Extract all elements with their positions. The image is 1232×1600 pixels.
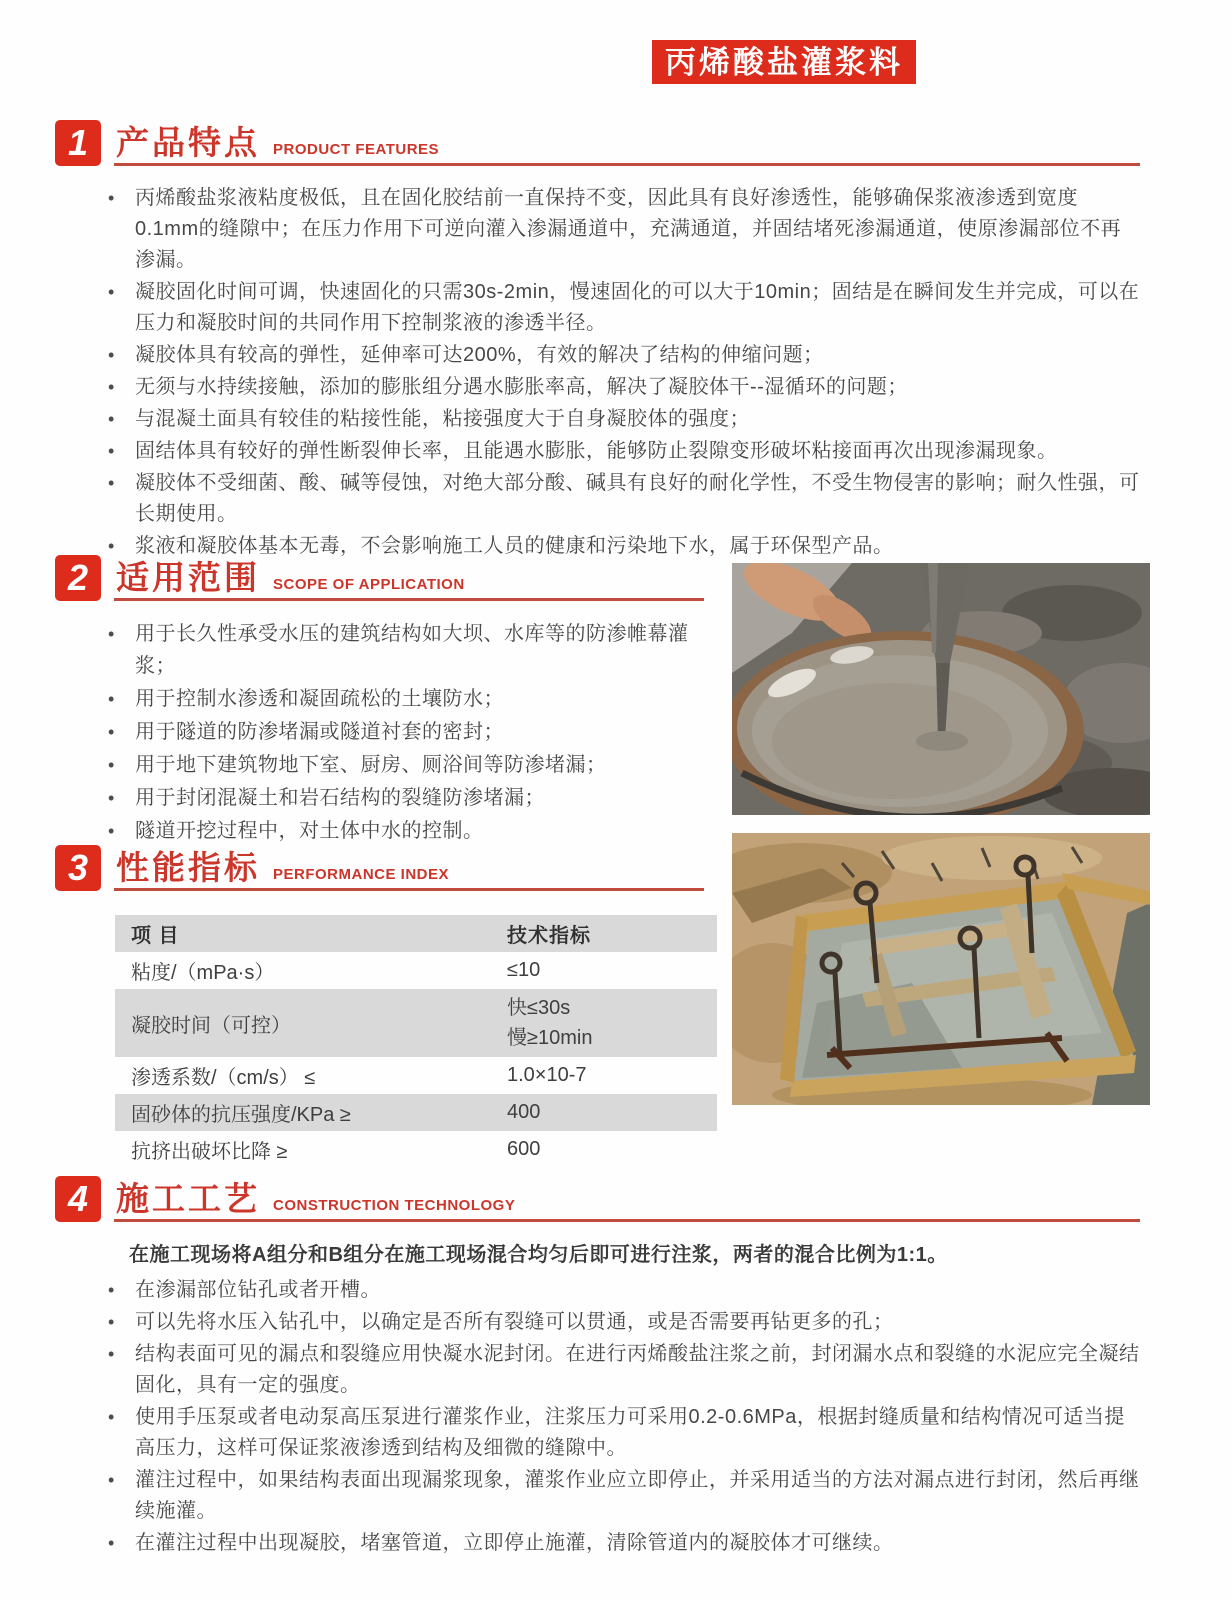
list-item: • 固结体具有较好的弹性断裂伸长率，且能遇水膨胀，能够防止裂隙变形破坏粘接面再次出现渗漏现象。 xyxy=(55,436,1140,467)
table-cell-value: 1.0×10-7 xyxy=(507,1064,587,1086)
list-item: • 灌注过程中，如果结构表面出现漏浆现象，灌浆作业应立即停止，并采用适当的方法对漏点进行封闭，然后再继续施灌。 xyxy=(55,1465,1140,1527)
table-row xyxy=(115,952,717,989)
value-line: 慢≥10min xyxy=(507,1027,593,1049)
slurry-mixing-illustration xyxy=(732,563,1150,815)
section-title-row xyxy=(114,561,704,601)
table-cell-item: 渗透系数/（cm/s） ≤ xyxy=(131,1067,316,1089)
table-row xyxy=(115,1057,717,1094)
section-product-features xyxy=(55,120,1140,563)
list-item: • 用于地下建筑物地下室、厨房、厕浴间等防渗堵漏； xyxy=(55,749,720,781)
section-title-zh: 产品特点 xyxy=(116,124,260,161)
table-cell-value: ≤10 xyxy=(507,959,541,981)
section-construction-technology xyxy=(55,1176,1140,1560)
feature-list xyxy=(55,183,1140,562)
table-cell-value: 600 xyxy=(507,1138,541,1160)
section-number-badge: 3 xyxy=(55,845,101,891)
list-item: • 与混凝土面具有较佳的粘接性能，粘接强度大于自身凝胶体的强度； xyxy=(55,404,1140,435)
list-item: • 隧道开挖过程中，对土体中水的控制。 xyxy=(55,815,720,847)
table-row xyxy=(115,989,717,1057)
table-row xyxy=(115,1094,717,1131)
section-title-zh: 施工工艺 xyxy=(116,1180,260,1217)
list-item: • 结构表面可见的漏点和裂缝应用快凝水泥封闭。在进行丙烯酸盐注浆之前，封闭漏水点和裂缝的水泥应完全凝结固化，具有一定的强度。 xyxy=(55,1339,1140,1401)
list-item: • 在灌注过程中出现凝胶，堵塞管道，立即停止施灌，清除管道内的凝胶体才可继续。 xyxy=(55,1528,1140,1559)
section-title-en: PERFORMANCE INDEX xyxy=(273,866,450,883)
table-header-value: 技术指标 xyxy=(507,925,591,947)
list-item: • 用于长久性承受水压的建筑结构如大坝、水库等的防渗帷幕灌浆； xyxy=(55,618,720,682)
section-title-row xyxy=(114,126,1140,166)
list-item: • 使用手压泵或者电动泵高压泵进行灌浆作业，注浆压力可采用0.2-0.6MPa，根据封缝质量和结构情况可适当提高压力，这样可保证浆液渗透到结构及细微的缝隙中。 xyxy=(55,1402,1140,1464)
table-header-row xyxy=(115,915,717,952)
product-title-banner: 丙烯酸盐灌浆料 xyxy=(652,40,916,84)
section-title-zh: 适用范围 xyxy=(116,559,260,596)
table-row xyxy=(115,1131,717,1168)
section-title-row xyxy=(114,851,704,891)
slurry-mixing-photo xyxy=(732,563,1150,815)
list-item: • 可以先将水压入钻孔中，以确定是否所有裂缝可以贯通，或是否需要再钻更多的孔； xyxy=(55,1307,1140,1338)
list-item: • 凝胶体具有较高的弹性，延伸率可达200%，有效的解决了结构的伸缩问题； xyxy=(55,340,1140,371)
list-item: • 无须与水持续接触，添加的膨胀组分遇水膨胀率高，解决了凝胶体干--湿循环的问题； xyxy=(55,372,1140,403)
list-item: • 浆液和凝胶体基本无毒，不会影响施工人员的健康和污染地下水，属于环保型产品。 xyxy=(55,531,1140,562)
formwork-illustration xyxy=(732,833,1150,1105)
section-header xyxy=(55,1176,1140,1222)
value-line: 快≤30s xyxy=(507,997,571,1019)
section-title-en: CONSTRUCTION TECHNOLOGY xyxy=(273,1197,516,1214)
table-cell-item: 粘度/（mPa·s） xyxy=(131,962,275,984)
section-title-row xyxy=(114,1182,1140,1222)
list-item: • 在渗漏部位钻孔或者开槽。 xyxy=(55,1275,1140,1306)
list-item: • 用于隧道的防渗堵漏或隧道衬套的密封； xyxy=(55,716,720,748)
list-item: • 凝胶体不受细菌、酸、碱等侵蚀，对绝大部分酸、碱具有良好的耐化学性，不受生物侵害的影响；耐久性强，可长期使用。 xyxy=(55,468,1140,530)
section-number-badge: 4 xyxy=(55,1176,101,1222)
table-cell-item: 固砂体的抗压强度/KPa ≥ xyxy=(131,1104,351,1126)
section-number-badge: 2 xyxy=(55,555,101,601)
table-cell-item: 凝胶时间（可控） xyxy=(131,1014,291,1037)
table-cell-value: 400 xyxy=(507,1101,541,1123)
list-item: • 凝胶固化时间可调，快速固化的只需30s-2min，慢速固化的可以大于10min；固结是在瞬间发生并完成，可以在压力和凝胶时间的共同作用下控制浆液的渗透半径。 xyxy=(55,277,1140,339)
list-item: • 用于封闭混凝土和岩石结构的裂缝防渗堵漏； xyxy=(55,782,720,814)
section-number-badge: 1 xyxy=(55,120,101,166)
performance-table xyxy=(115,915,717,1168)
mixing-ratio-intro: 在施工现场将A组分和B组分在施工现场混合均匀后即可进行注浆，两者的混合比例为1:1。 xyxy=(129,1244,948,1266)
concrete-formwork-photo xyxy=(732,833,1150,1105)
table-cell-value xyxy=(491,989,717,1057)
construction-step-list xyxy=(55,1275,1140,1559)
section-title-zh: 性能指标 xyxy=(116,849,260,886)
table-header-item: 项 目 xyxy=(131,925,180,947)
list-item: • 用于控制水渗透和凝固疏松的土壤防水； xyxy=(55,683,720,715)
table-cell-item: 抗挤出破坏比降 ≥ xyxy=(131,1141,288,1163)
section-header xyxy=(55,120,1140,166)
section-title-en: PRODUCT FEATURES xyxy=(273,141,440,158)
application-list xyxy=(55,618,720,847)
list-item: • 丙烯酸盐浆液粘度极低，且在固化胶结前一直保持不变，因此具有良好渗透性，能够确保浆液渗透到宽度0.1mm的缝隙中；在压力作用下可逆向灌入渗漏通道中，充满通道，并固结堵死渗漏通道，使原渗漏部位不再渗漏。 xyxy=(55,183,1140,276)
section-title-en: SCOPE OF APPLICATION xyxy=(273,576,465,593)
